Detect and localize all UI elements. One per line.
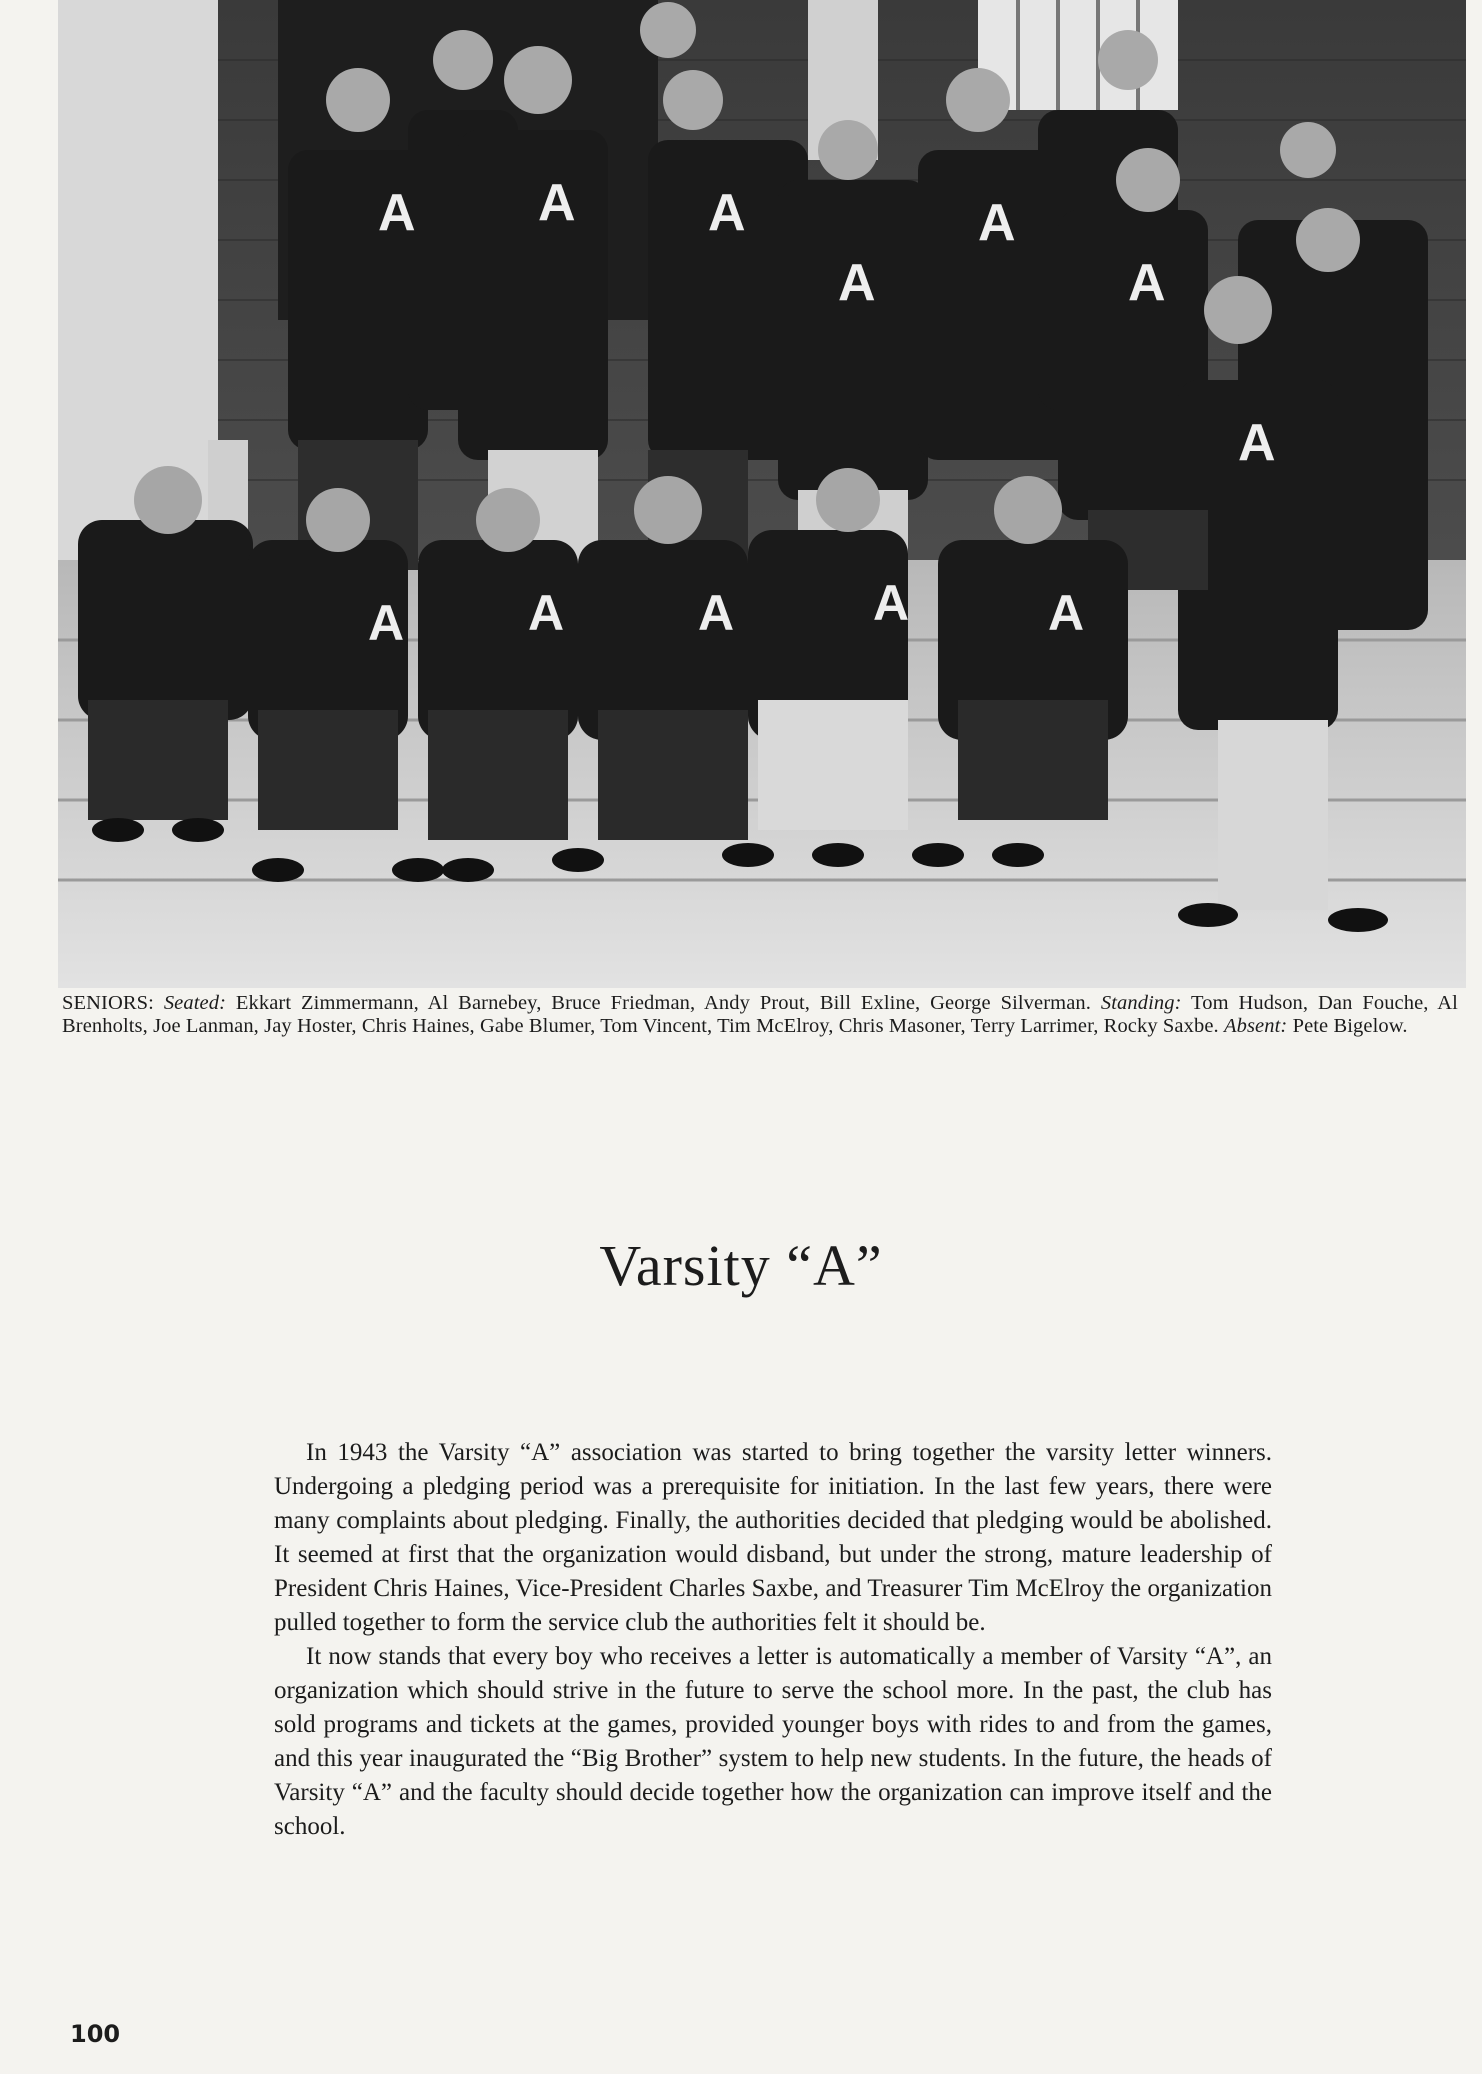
caption-absent-names: Pete Bigelow. bbox=[1292, 1015, 1408, 1037]
article-body bbox=[274, 1436, 1272, 1844]
svg-text:A: A bbox=[698, 585, 735, 641]
svg-text:A: A bbox=[1048, 585, 1085, 641]
caption-group-label: SENIORS: bbox=[62, 992, 154, 1014]
svg-text:A: A bbox=[873, 575, 910, 631]
svg-text:A: A bbox=[838, 254, 876, 312]
caption-absent-label: Absent: bbox=[1224, 1015, 1288, 1037]
caption-standing-names: Tom Hudson, Dan Fouche, Al Brenholts, Joe Lanman, Jay Hoster, Chris Haines, Gabe Blumer, Tom Vincent, Tim McElroy, Chris Masoner, Terry Larrimer, Rocky Saxbe. bbox=[62, 992, 1458, 1037]
svg-text:A: A bbox=[538, 174, 576, 232]
paragraph-1: In 1943 the Varsity “A” association was started to bring together the varsity letter winners. Undergoing a pledging period was a prerequisite for initiation. In the last few years, there were many complaints about pledging. Finally, the authorities decided that pledging would be abolished. It seemed at first that the organization would disband, but under the strong, mature leadership of President Chris Haines, Vice-President Charles Saxbe, and Treasurer Tim McElroy the organization pulled together to form the service club the authorities felt it should be. bbox=[274, 1439, 1272, 1636]
svg-text:A: A bbox=[978, 194, 1016, 252]
svg-text:A: A bbox=[1128, 254, 1166, 312]
svg-text:A: A bbox=[528, 585, 565, 641]
svg-text:A: A bbox=[368, 595, 405, 651]
photo-caption bbox=[62, 992, 1458, 1038]
page-number: 100 bbox=[70, 2020, 121, 2048]
group-photo bbox=[58, 0, 1466, 988]
caption-seated-label: Seated: bbox=[163, 992, 226, 1014]
group-photo-illustration bbox=[58, 0, 1466, 988]
paragraph-2: It now stands that every boy who receives a letter is automatically a member of Varsity “A”, an organization which should strive in the future to serve the school more. In the past, the club has sold programs and tickets at the games, provided younger boys with rides to and from the games, and this year inaugurated the “Big Brother” system to help new students. In the future, the heads of Varsity “A” and the faculty should decide together how the organization can improve itself and the school. bbox=[274, 1643, 1272, 1840]
svg-text:A: A bbox=[708, 184, 746, 242]
svg-text:A: A bbox=[378, 184, 416, 242]
caption-seated-names: Ekkart Zimmermann, Al Barnebey, Bruce Friedman, Andy Prout, Bill Exline, George Silverman. bbox=[235, 992, 1091, 1014]
svg-text:A: A bbox=[1238, 414, 1276, 472]
page-title: Varsity “A” bbox=[599, 1233, 883, 1298]
caption-standing-label: Standing: bbox=[1100, 992, 1182, 1014]
